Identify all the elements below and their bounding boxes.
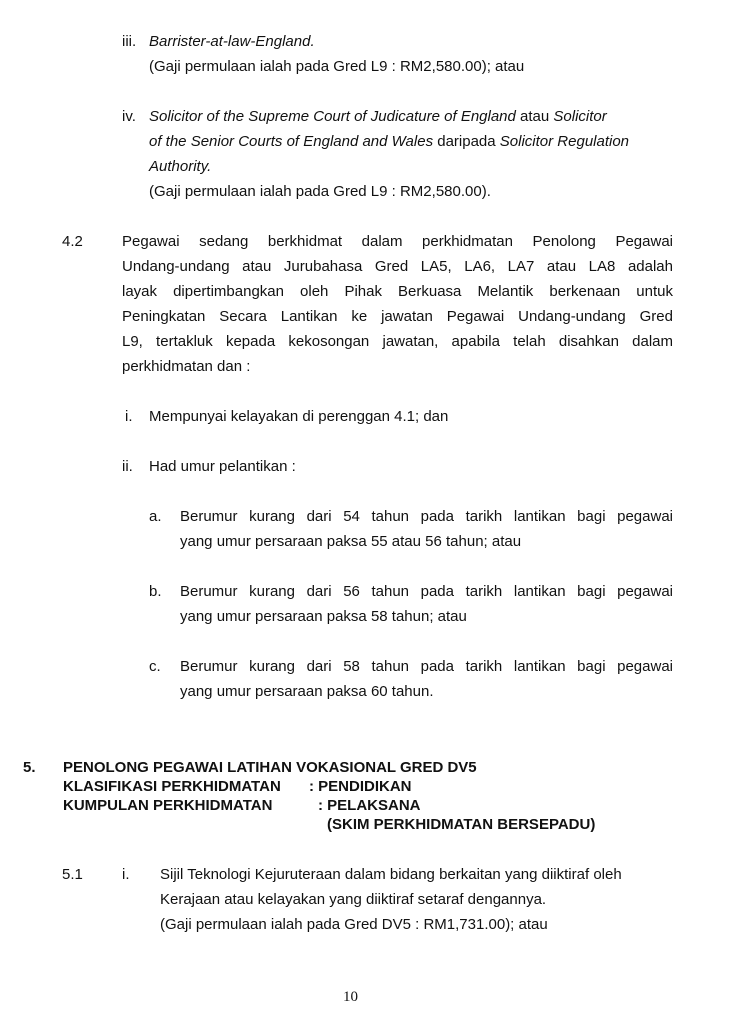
section-number-5-1: 5.1 (62, 866, 83, 883)
section-number-4-2: 4.2 (62, 233, 83, 250)
klasifikasi-label: KLASIFIKASI PERKHIDMATAN (63, 778, 281, 795)
sub-item-text: yang umur persaraan paksa 60 tahun. (180, 683, 434, 700)
paragraph-line: L9, tertakluk kepada kekosongan jawatan, apabila telah disahkan dalam (122, 333, 673, 350)
sub-item-text: Berumur kurang dari 54 tahun pada tarikh lantikan bagi pegawai (180, 508, 673, 525)
qualification-senior-courts: of the Senior Courts of England and Wales (149, 133, 434, 150)
paragraph-line: Pegawai sedang berkhidmat dalam perkhidmatan Penolong Pegawai (122, 233, 673, 250)
paragraph-line: Undang-undang atau Jurubahasa Gred LA5, LA6, LA7 atau LA8 adalah (122, 258, 673, 275)
qualification-authority: Authority. (149, 158, 212, 175)
kumpulan-label: KUMPULAN PERKHIDMATAN (63, 797, 273, 814)
salary-note-iii: (Gaji permulaan ialah pada Gred L9 : RM2,580.00); atau (149, 58, 525, 75)
qualification-text: Sijil Teknologi Kejuruteraan dalam bidang berkaitan yang diiktiraf oleh (160, 866, 622, 883)
list-item-text: Mempunyai kelayakan di perenggan 4.1; dan (149, 408, 449, 425)
klasifikasi-value: : PENDIDIKAN (309, 778, 412, 795)
qualification-solicitor-line2 (149, 129, 629, 154)
list-marker-i: i. (122, 866, 130, 883)
qualification-barrister: Barrister-at-law-England. (149, 33, 315, 50)
section-title: PENOLONG PEGAWAI LATIHAN VOKASIONAL GRED DV5 (63, 759, 477, 776)
qualification-regulation: Solicitor Regulation (499, 133, 630, 150)
sub-marker-b: b. (149, 583, 162, 600)
section-number-5: 5. (23, 759, 36, 776)
qualification-solicitor-word: Solicitor (553, 108, 607, 125)
qualification-solicitor-line1 (149, 104, 607, 129)
qualification-solicitor-supreme-court: Solicitor of the Supreme Court of Judicature of England (149, 108, 516, 125)
skim-label: (SKIM PERKHIDMATAN BERSEPADU) (327, 816, 596, 833)
sub-marker-c: c. (149, 658, 161, 675)
list-item-text: Had umur pelantikan : (149, 458, 296, 475)
list-marker-iv: iv. (122, 108, 136, 125)
salary-note-iv: (Gaji permulaan ialah pada Gred L9 : RM2,580.00). (149, 183, 491, 200)
connector-daripada: daripada (433, 133, 500, 150)
sub-item-text: yang umur persaraan paksa 58 tahun; atau (180, 608, 467, 625)
paragraph-line: layak dipertimbangkan oleh Pihak Berkuasa Melantik berkenaan untuk (122, 283, 673, 300)
qualification-text: Kerajaan atau kelayakan yang diiktiraf setaraf dengannya. (160, 891, 547, 908)
list-marker-ii: ii. (122, 458, 133, 475)
sub-item-text: Berumur kurang dari 58 tahun pada tarikh lantikan bagi pegawai (180, 658, 673, 675)
sub-item-text: Berumur kurang dari 56 tahun pada tarikh lantikan bagi pegawai (180, 583, 673, 600)
salary-note-dv5: (Gaji permulaan ialah pada Gred DV5 : RM1,731.00); atau (160, 916, 548, 933)
paragraph-line: perkhidmatan dan : (122, 358, 251, 375)
paragraph-line: Peningkatan Secara Lantikan ke jawatan Pegawai Undang-undang Gred (122, 308, 673, 325)
page-number: 10 (343, 989, 358, 1005)
sub-marker-a: a. (149, 508, 162, 525)
list-marker-iii: iii. (122, 33, 137, 50)
sub-item-text: yang umur persaraan paksa 55 atau 56 tahun; atau (180, 533, 522, 550)
kumpulan-value: : PELAKSANA (318, 797, 421, 814)
list-marker-i: i. (125, 408, 133, 425)
connector-atau: atau (515, 108, 554, 125)
